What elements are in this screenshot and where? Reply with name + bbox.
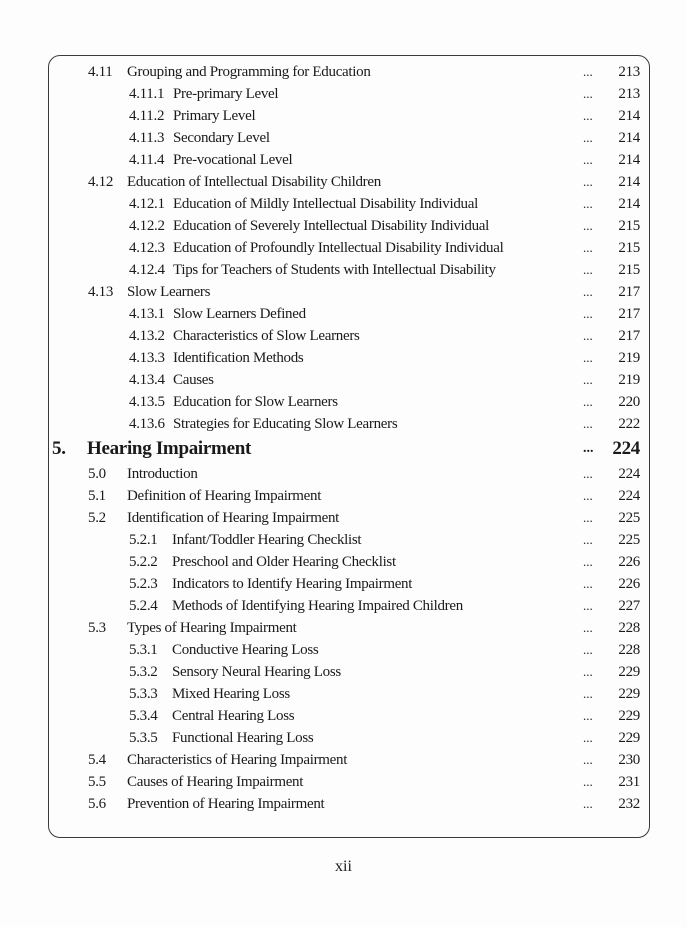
toc-leader-dots: ... — [583, 108, 593, 123]
toc-entry-title: Indicators to Identify Hearing Impairment — [172, 576, 413, 592]
toc-entry-title: Definition of Hearing Impairment — [127, 488, 322, 504]
toc-entry — [0, 127, 687, 149]
toc-leader-dots: ... — [583, 441, 594, 456]
toc-entry-page: 224 — [612, 438, 640, 459]
toc-leader-dots: ... — [583, 174, 593, 189]
toc-entry-page: 227 — [618, 598, 640, 614]
toc-leader-dots: ... — [583, 708, 593, 723]
toc-entry-title: Infant/Toddler Hearing Checklist — [172, 532, 362, 548]
toc-entry-page: 220 — [618, 394, 640, 410]
toc-entry-number: 4.11.1 — [129, 86, 165, 102]
toc-entry-page: 213 — [618, 64, 640, 80]
toc-entry — [0, 61, 687, 83]
toc-entry — [0, 215, 687, 237]
toc-entry-title: Strategies for Educating Slow Learners — [173, 416, 398, 432]
toc-entry-page: 214 — [618, 108, 640, 124]
toc-entry-title: Prevention of Hearing Impairment — [127, 796, 325, 812]
toc-entry-number: 4.12.2 — [129, 218, 165, 234]
toc-entry-page: 225 — [618, 532, 640, 548]
toc-leader-dots: ... — [583, 196, 593, 211]
toc-entry — [0, 193, 687, 215]
toc-entry-title: Slow Learners — [127, 284, 211, 300]
toc-entry-number: 4.11.3 — [129, 130, 165, 146]
toc-entry — [0, 149, 687, 171]
toc-entry-title: Secondary Level — [173, 130, 270, 146]
toc-entry — [0, 573, 687, 595]
toc-entry-page: 232 — [618, 796, 640, 812]
toc-leader-dots: ... — [583, 86, 593, 101]
toc-entry — [0, 391, 687, 413]
toc-entry-number: 5.3.5 — [129, 730, 158, 746]
toc-entry-number: 5.2.4 — [129, 598, 158, 614]
toc-entry-page: 230 — [618, 752, 640, 768]
toc-entry-page: 217 — [618, 284, 640, 300]
toc-entry-number: 4.11.2 — [129, 108, 165, 124]
toc-entry-number: 5.1 — [88, 488, 106, 504]
toc-entry-page: 219 — [618, 350, 640, 366]
toc-entry-title: Characteristics of Hearing Impairment — [127, 752, 348, 768]
toc-entry-page: 214 — [618, 196, 640, 212]
toc-entry-page: 214 — [618, 174, 640, 190]
toc-entry-number: 4.13.6 — [129, 416, 165, 432]
toc-leader-dots: ... — [583, 752, 593, 767]
toc-entry — [0, 507, 687, 529]
toc-leader-dots: ... — [583, 394, 593, 409]
toc-entry-number: 4.12.4 — [129, 262, 165, 278]
toc-entry — [0, 413, 687, 435]
toc-entry-title: Conductive Hearing Loss — [172, 642, 319, 658]
toc-leader-dots: ... — [583, 262, 593, 277]
toc-leader-dots: ... — [583, 642, 593, 657]
toc-entry-number: 4.11 — [88, 64, 113, 80]
toc-entry-title: Mixed Hearing Loss — [172, 686, 290, 702]
toc-entry-title: Sensory Neural Hearing Loss — [172, 664, 341, 680]
toc-entry-page: 213 — [618, 86, 640, 102]
toc-entry — [0, 485, 687, 507]
toc-entry-page: 222 — [618, 416, 640, 432]
toc-leader-dots: ... — [583, 686, 593, 701]
toc-entry-page: 217 — [618, 306, 640, 322]
toc-leader-dots: ... — [583, 130, 593, 145]
toc-entry-title: Causes of Hearing Impairment — [127, 774, 304, 790]
toc-leader-dots: ... — [583, 152, 593, 167]
toc-entry — [0, 237, 687, 259]
toc-leader-dots: ... — [583, 620, 593, 635]
toc-entry — [0, 369, 687, 391]
toc-entry — [0, 529, 687, 551]
toc-entry — [0, 705, 687, 727]
toc-entry-page: 226 — [618, 554, 640, 570]
toc-entry — [0, 105, 687, 127]
toc-leader-dots: ... — [583, 218, 593, 233]
toc-entry — [0, 595, 687, 617]
toc-entry — [0, 259, 687, 281]
toc-entry-number: 4.13.4 — [129, 372, 165, 388]
toc-entry-page: 215 — [618, 218, 640, 234]
toc-entry — [0, 303, 687, 325]
toc-entry-number: 4.13 — [88, 284, 114, 300]
toc-leader-dots: ... — [583, 466, 593, 481]
toc-entry-title: Tips for Teachers of Students with Intellectual Disability — [173, 262, 496, 278]
toc-entry-title: Pre-vocational Level — [173, 152, 293, 168]
toc-leader-dots: ... — [583, 488, 593, 503]
toc-entry-number: 4.11.4 — [129, 152, 165, 168]
toc-chapter-entry — [0, 438, 687, 460]
toc-entry — [0, 83, 687, 105]
toc-entry-number: 5.6 — [88, 796, 106, 812]
toc-entry-page: 229 — [618, 664, 640, 680]
toc-entry-number: 5.2.1 — [129, 532, 158, 548]
toc-entry-page: 219 — [618, 372, 640, 388]
toc-entry — [0, 281, 687, 303]
toc-leader-dots: ... — [583, 796, 593, 811]
toc-entry-number: 5.2.3 — [129, 576, 158, 592]
toc-entry-number: 5.3.1 — [129, 642, 158, 658]
toc-entry-number: 5.5 — [88, 774, 106, 790]
toc-entry-title: Preschool and Older Hearing Checklist — [172, 554, 396, 570]
toc-entry — [0, 551, 687, 573]
toc-leader-dots: ... — [583, 416, 593, 431]
toc-entry-page: 231 — [618, 774, 640, 790]
toc-leader-dots: ... — [583, 240, 593, 255]
toc-entry-title: Characteristics of Slow Learners — [173, 328, 360, 344]
toc-leader-dots: ... — [583, 730, 593, 745]
toc-entry-title: Primary Level — [173, 108, 256, 124]
toc-leader-dots: ... — [583, 774, 593, 789]
toc-leader-dots: ... — [583, 554, 593, 569]
toc-entry-number: 4.13.2 — [129, 328, 165, 344]
toc-entry-title: Types of Hearing Impairment — [127, 620, 297, 636]
toc-leader-dots: ... — [583, 64, 593, 79]
toc-entry-page: 215 — [618, 240, 640, 256]
toc-leader-dots: ... — [583, 328, 593, 343]
toc-entry — [0, 463, 687, 485]
toc-entry-number: 5.3.3 — [129, 686, 158, 702]
toc-leader-dots: ... — [583, 664, 593, 679]
toc-entry-number: 4.13.5 — [129, 394, 165, 410]
toc-entry-title: Introduction — [127, 466, 198, 482]
toc-entry-number: 5.3.2 — [129, 664, 158, 680]
toc-entry-page: 215 — [618, 262, 640, 278]
toc-entry-page: 228 — [618, 642, 640, 658]
toc-entry-page: 226 — [618, 576, 640, 592]
toc-entry — [0, 617, 687, 639]
toc-entry-page: 214 — [618, 130, 640, 146]
toc-entry — [0, 793, 687, 815]
toc-entry-page: 228 — [618, 620, 640, 636]
toc-entry-page: 229 — [618, 686, 640, 702]
toc-leader-dots: ... — [583, 576, 593, 591]
toc-entry-number: 5.2 — [88, 510, 106, 526]
toc-entry — [0, 639, 687, 661]
toc-entry-title: Identification Methods — [173, 350, 304, 366]
toc-entry — [0, 727, 687, 749]
toc-entry-title: Grouping and Programming for Education — [127, 64, 371, 80]
toc-entry-title: Identification of Hearing Impairment — [127, 510, 340, 526]
toc-entry-number: 5.3 — [88, 620, 106, 636]
toc-entry — [0, 683, 687, 705]
toc-entry-page: 229 — [618, 730, 640, 746]
toc-entry-number: 5. — [52, 438, 66, 459]
toc-leader-dots: ... — [583, 284, 593, 299]
toc-leader-dots: ... — [583, 372, 593, 387]
toc-entry-number: 4.13.3 — [129, 350, 165, 366]
toc-entry — [0, 325, 687, 347]
toc-entry-title: Slow Learners Defined — [173, 306, 306, 322]
toc-entry-page: 217 — [618, 328, 640, 344]
toc-entry-title: Education of Severely Intellectual Disability Individual — [173, 218, 490, 234]
toc-entry-number: 4.12.1 — [129, 196, 165, 212]
toc-entry-title: Causes — [173, 372, 214, 388]
toc-entry-title: Education of Intellectual Disability Children — [127, 174, 381, 190]
toc-leader-dots: ... — [583, 510, 593, 525]
toc-entry-number: 4.12.3 — [129, 240, 165, 256]
toc-entry — [0, 661, 687, 683]
toc-leader-dots: ... — [583, 306, 593, 321]
toc-entry-title: Education of Mildly Intellectual Disability Individual — [173, 196, 478, 212]
toc-entry-number: 5.2.2 — [129, 554, 158, 570]
toc-entry-title: Functional Hearing Loss — [172, 730, 314, 746]
toc-leader-dots: ... — [583, 598, 593, 613]
toc-entry-number: 5.4 — [88, 752, 106, 768]
toc-entry-title: Hearing Impairment — [87, 438, 251, 459]
toc-entry-title: Education of Profoundly Intellectual Disability Individual — [173, 240, 504, 256]
toc-entry-page: 224 — [618, 466, 640, 482]
toc-leader-dots: ... — [583, 532, 593, 547]
toc-entry-number: 4.12 — [88, 174, 114, 190]
toc-entry-number: 5.0 — [88, 466, 106, 482]
toc-entry-title: Central Hearing Loss — [172, 708, 295, 724]
page-number: xii — [335, 858, 352, 875]
toc-entry-title: Pre-primary Level — [173, 86, 279, 102]
toc-entry — [0, 171, 687, 193]
toc-entry — [0, 771, 687, 793]
toc-entry-page: 224 — [618, 488, 640, 504]
toc-entry-page: 225 — [618, 510, 640, 526]
toc-entry — [0, 749, 687, 771]
toc-entry — [0, 347, 687, 369]
toc-entry-page: 229 — [618, 708, 640, 724]
toc-entry-number: 5.3.4 — [129, 708, 158, 724]
toc-leader-dots: ... — [583, 350, 593, 365]
toc-entry-title: Education for Slow Learners — [173, 394, 338, 410]
toc-entry-page: 214 — [618, 152, 640, 168]
toc-entry-title: Methods of Identifying Hearing Impaired Children — [172, 598, 463, 614]
toc-entry-number: 4.13.1 — [129, 306, 165, 322]
